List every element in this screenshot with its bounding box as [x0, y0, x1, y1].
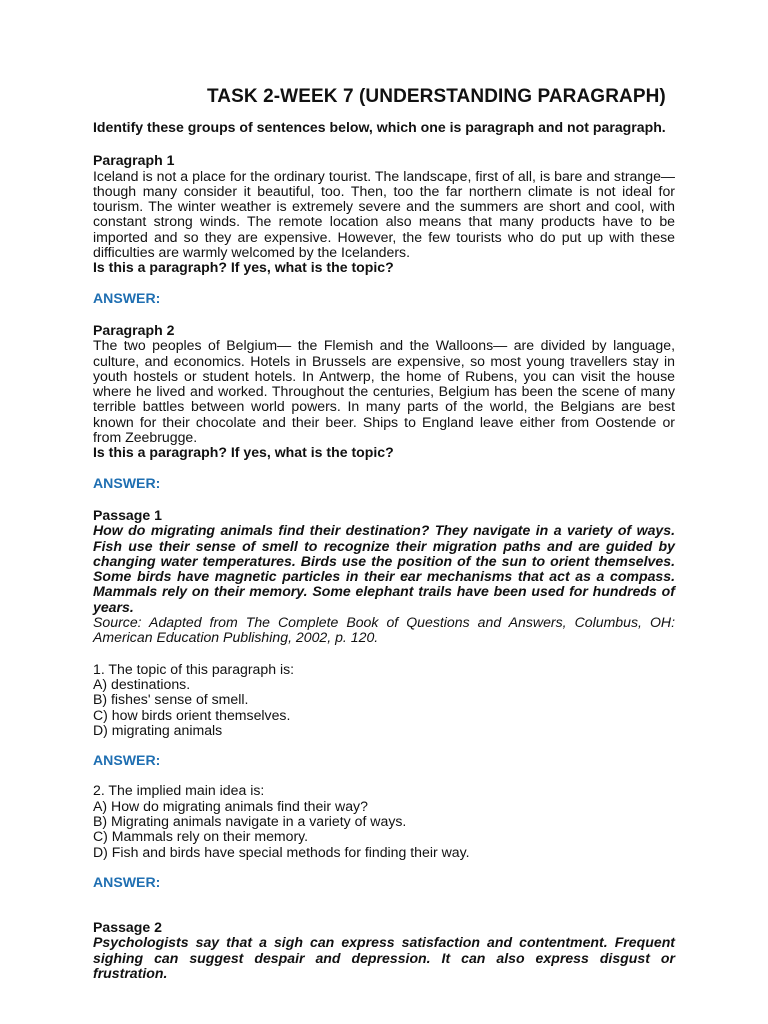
option-a: A) destinations.: [93, 675, 191, 692]
passage1-question2-prompt: 2. The implied main idea is:: [93, 782, 265, 799]
paragraph2-answer-label: ANSWER:: [93, 474, 161, 491]
option-d: D) Fish and birds have special methods for finding their way.: [93, 843, 470, 860]
passage1-question2-options: [93, 799, 675, 860]
passage2-heading: Passage 2: [93, 919, 162, 936]
paragraph2-text: The two peoples of Belgium— the Flemish and the Walloons— are divided by language, culture, and economics. Hotels in Brussels are expensive, so most young travellers stay in youth hostels or student hotels. In Antwerp, the home of Rubens, you can visit the house where he lived and worked. Throughout the centuries, Belgium has been the scene of many terrible battles between world powers. In many parts of the world, the Belgians are best known for their chocolate and their beer. Ships to England leave either from Oostende or from Zeebrugge.: [93, 337, 675, 446]
option-b: B) Migrating animals navigate in a variety of ways.: [93, 812, 407, 829]
passage1-question2-answer-label: ANSWER:: [93, 873, 161, 890]
option-b: B) fishes' sense of smell.: [93, 691, 249, 708]
document-body: [93, 120, 675, 981]
option-d: D) migrating animals: [93, 721, 223, 738]
option-a: A) How do migrating animals find their way?: [93, 797, 368, 814]
paragraph1-answer-label: ANSWER:: [93, 289, 161, 306]
paragraph2-question: Is this a paragraph? If yes, what is the topic?: [93, 444, 394, 461]
paragraph1-text: Iceland is not a place for the ordinary tourist. The landscape, first of all, is bare and strange—though many consider it beautiful, too. Then, too the far northern climate is not ideal for tourism. The winter weather is extremely severe and the summers are short and cool, with constant strong winds. The remote location also means that many products have to be imported and so they are expensive. However, the few tourists who do put up with these difficulties are warmly welcomed by the Icelanders.: [93, 167, 675, 261]
option-c: C) Mammals rely on their memory.: [93, 828, 309, 845]
passage2-text: Psychologists say that a sigh can express satisfaction and contentment. Frequent sighing can suggest despair and depression. It can also express disgust or frustration.: [93, 934, 675, 982]
passage1-source: Source: Adapted from The Complete Book of Questions and Answers, Columbus, OH: American Education Publishing, 2002, p. 120.: [93, 614, 675, 646]
instruction-text: Identify these groups of sentences below, which one is paragraph and not paragraph.: [93, 119, 666, 135]
paragraph1-question: Is this a paragraph? If yes, what is the topic?: [93, 259, 394, 276]
passage1-heading: Passage 1: [93, 506, 162, 523]
passage1-question1-options: [93, 677, 675, 738]
option-c: C) how birds orient themselves.: [93, 706, 291, 723]
paragraph2-heading: Paragraph 2: [93, 321, 175, 338]
passage1-text: How do migrating animals find their destination? They navigate in a variety of ways. Fish use their sense of smell to recognize their migration paths and are guided by changing water temperatures. Birds use the position of the sun to orient themselves. Some birds have magnetic particles in their ear mechanisms that act as a compass. Mammals rely on their memory. Some elephant trails have been used for hundreds of years.: [93, 522, 675, 615]
passage1-question1-answer-label: ANSWER:: [93, 752, 161, 769]
passage1-question1-prompt: 1. The topic of this paragraph is:: [93, 660, 295, 677]
page-title: TASK 2-WEEK 7 (UNDERSTANDING PARAGRAPH): [207, 86, 666, 107]
paragraph1-heading: Paragraph 1: [93, 152, 175, 169]
